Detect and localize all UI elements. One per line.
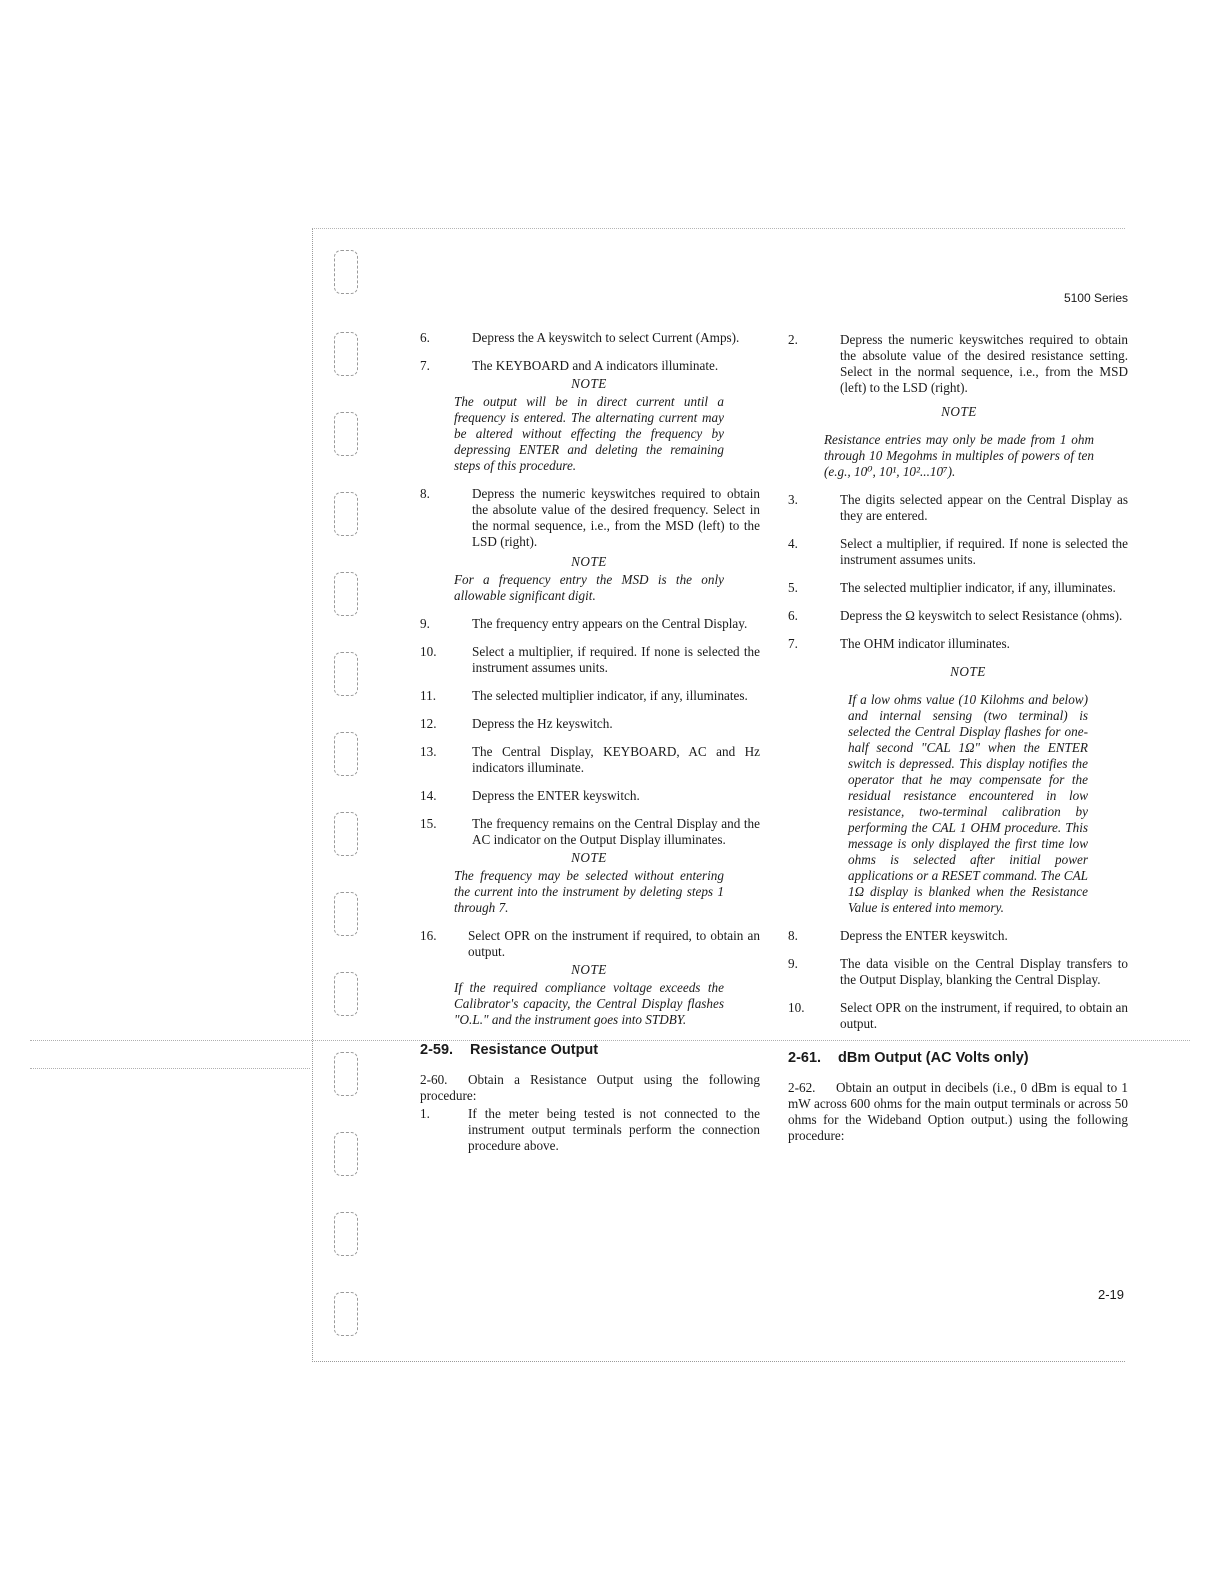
step-number: 8. — [420, 486, 430, 501]
step-text: Depress the ENTER keyswitch. — [840, 928, 1008, 943]
step-item — [420, 928, 760, 960]
step-text: Select OPR on the instrument, if required, to obtain an output. — [840, 1000, 1128, 1031]
note-box — [824, 404, 1094, 480]
page-number: 2-19 — [1097, 1287, 1124, 1302]
binder-hole — [334, 972, 358, 1016]
paragraph — [420, 1072, 760, 1104]
step-text: The frequency entry appears on the Central Display. — [472, 616, 748, 631]
section-heading — [788, 1050, 1128, 1066]
step-item — [788, 956, 1128, 988]
step-number: 13. — [420, 744, 437, 759]
binder-hole — [334, 732, 358, 776]
step-number: 2. — [788, 332, 798, 347]
note-box — [454, 962, 724, 1028]
binder-hole — [334, 250, 358, 294]
section-title: dBm Output (AC Volts only) — [838, 1050, 1029, 1066]
paragraph-text: Obtain an output in decibels (i.e., 0 dBm is equal to 1 mW across 600 ohms for the main output terminals or across 50 ohms for the Wideband Option output.) using the following procedure: — [788, 1080, 1128, 1143]
step-item — [420, 1106, 760, 1154]
step-item — [788, 928, 1128, 944]
step-item — [788, 580, 1128, 596]
note-title: NOTE — [571, 554, 607, 569]
step-number: 15. — [420, 816, 437, 831]
left-column — [420, 330, 760, 1154]
binder-hole — [334, 652, 358, 696]
step-item — [788, 332, 1128, 396]
step-text: The frequency remains on the Central Display and the AC indicator on the Output Display illuminates. — [472, 816, 760, 847]
step-number: 1. — [420, 1106, 430, 1121]
binder-hole — [334, 892, 358, 936]
step-number: 4. — [788, 536, 798, 551]
step-text: The KEYBOARD and A indicators illuminate. — [472, 358, 719, 373]
step-item — [420, 788, 760, 804]
step-item — [420, 486, 760, 550]
step-item — [420, 744, 760, 776]
paragraph — [788, 1080, 1128, 1144]
step-number: 7. — [420, 358, 430, 373]
step-number: 9. — [420, 616, 430, 631]
step-text: Select OPR on the instrument if required, to obtain an output. — [468, 928, 760, 959]
paragraph-text: Obtain a Resistance Output using the following procedure: — [420, 1072, 760, 1103]
step-item — [788, 608, 1128, 624]
fold-line — [30, 1068, 310, 1069]
note-box — [454, 554, 724, 604]
note-box — [848, 664, 1088, 916]
step-number: 14. — [420, 788, 437, 803]
binder-hole — [334, 412, 358, 456]
right-column — [788, 332, 1128, 1146]
binder-hole — [334, 332, 358, 376]
step-text: Depress the A keyswitch to select Current (Amps). — [472, 330, 740, 345]
step-text: Depress the numeric keyswitches required to obtain the absolute value of the desired resistance setting. Select in the normal sequence, i.e., from the MSD (left) to the LSD (right). — [840, 332, 1128, 395]
binder-hole — [334, 1052, 358, 1096]
step-item — [788, 1000, 1128, 1032]
step-item — [420, 688, 760, 704]
step-item — [420, 716, 760, 732]
step-text: Select a multiplier, if required. If none is selected the instrument assumes units. — [472, 644, 760, 675]
step-text: The digits selected appear on the Central Display as they are entered. — [840, 492, 1128, 523]
step-text: Depress the Ω keyswitch to select Resistance (ohms). — [840, 608, 1123, 623]
section-heading — [420, 1042, 760, 1058]
note-text: The output will be in direct current until a frequency is entered. The alternating current may be altered without effecting the frequency by depressing ENTER and deleting the remaining steps of this procedure. — [454, 394, 724, 473]
step-item — [420, 330, 760, 346]
note-text: For a frequency entry the MSD is the only allowable significant digit. — [454, 572, 724, 603]
section-number: 2-59. — [420, 1042, 454, 1058]
step-item — [420, 616, 760, 632]
note-title: NOTE — [571, 376, 607, 391]
step-item — [788, 492, 1128, 524]
step-number: 6. — [788, 608, 798, 623]
binder-hole — [334, 812, 358, 856]
paragraph-number: 2-60. — [420, 1072, 448, 1087]
section-title: Resistance Output — [470, 1042, 599, 1058]
note-text: Resistance entries may only be made from 1 ohm through 10 Megohms in multiples of powers of ten (e.g., 10⁰, 10¹, 10²...10⁷). — [824, 432, 1094, 479]
note-title: NOTE — [950, 664, 986, 679]
step-text: The selected multiplier indicator, if any, illuminates. — [472, 688, 748, 703]
step-number: 6. — [420, 330, 430, 345]
step-number: 10. — [420, 644, 437, 659]
note-box — [454, 376, 724, 474]
section-number: 2-61. — [788, 1050, 822, 1066]
binder-hole — [334, 1132, 358, 1176]
step-item — [420, 644, 760, 676]
step-number: 7. — [788, 636, 798, 651]
binder-hole — [334, 1292, 358, 1336]
step-text: If the meter being tested is not connected to the instrument output terminals perform the connection procedure above. — [468, 1106, 760, 1153]
step-text: The data visible on the Central Display transfers to the Output Display, blanking the Central Display. — [840, 956, 1128, 987]
note-title: NOTE — [571, 850, 607, 865]
step-number: 3. — [788, 492, 798, 507]
step-number: 16. — [420, 928, 437, 943]
paragraph-number: 2-62. — [788, 1080, 816, 1095]
binder-hole — [334, 572, 358, 616]
step-text: The selected multiplier indicator, if any, illuminates. — [840, 580, 1116, 595]
step-text: The Central Display, KEYBOARD, AC and Hz indicators illuminate. — [472, 744, 760, 775]
note-text: If the required compliance voltage exceeds the Calibrator's capacity, the Central Display flashes "O.L." and the instrument goes into STDBY. — [454, 980, 724, 1027]
step-number: 12. — [420, 716, 437, 731]
note-title: NOTE — [571, 962, 607, 977]
step-text: Select a multiplier, if required. If none is selected the instrument assumes units. — [840, 536, 1128, 567]
step-number: 10. — [788, 1000, 805, 1015]
binder-hole — [334, 492, 358, 536]
step-number: 5. — [788, 580, 798, 595]
header-series: 5100 Series — [1063, 291, 1128, 305]
note-title: NOTE — [941, 404, 977, 419]
step-item — [420, 816, 760, 848]
binder-hole — [334, 1212, 358, 1256]
step-number: 8. — [788, 928, 798, 943]
step-number: 11. — [420, 688, 436, 703]
step-text: Depress the ENTER keyswitch. — [472, 788, 640, 803]
step-item — [420, 358, 760, 374]
note-text: The frequency may be selected without entering the current into the instrument by deleting steps 1 through 7. — [454, 868, 724, 915]
step-item — [788, 536, 1128, 568]
step-text: The OHM indicator illuminates. — [840, 636, 1010, 651]
note-text: If a low ohms value (10 Kilohms and below) and internal sensing (two terminal) is selected the Central Display flashes for one-half second "CAL 1Ω" when the ENTER switch is depressed. This display notifies the operator that he may compensate for the residual resistance encountered in low resistance, two-terminal calibration by performing the CAL 1 OHM procedure. This message is only displayed the first time low ohms is selected after initial power applications or a RESET command. The CAL 1Ω display is blanked when the Resistance Value is entered into memory. — [848, 692, 1088, 915]
step-text: Depress the Hz keyswitch. — [472, 716, 613, 731]
note-box — [454, 850, 724, 916]
step-number: 9. — [788, 956, 798, 971]
step-item — [788, 636, 1128, 652]
step-text: Depress the numeric keyswitches required to obtain the absolute value of the desired frequency. Select in the normal sequence, i.e., from the MSD (left) to the LSD (right). — [472, 486, 760, 549]
